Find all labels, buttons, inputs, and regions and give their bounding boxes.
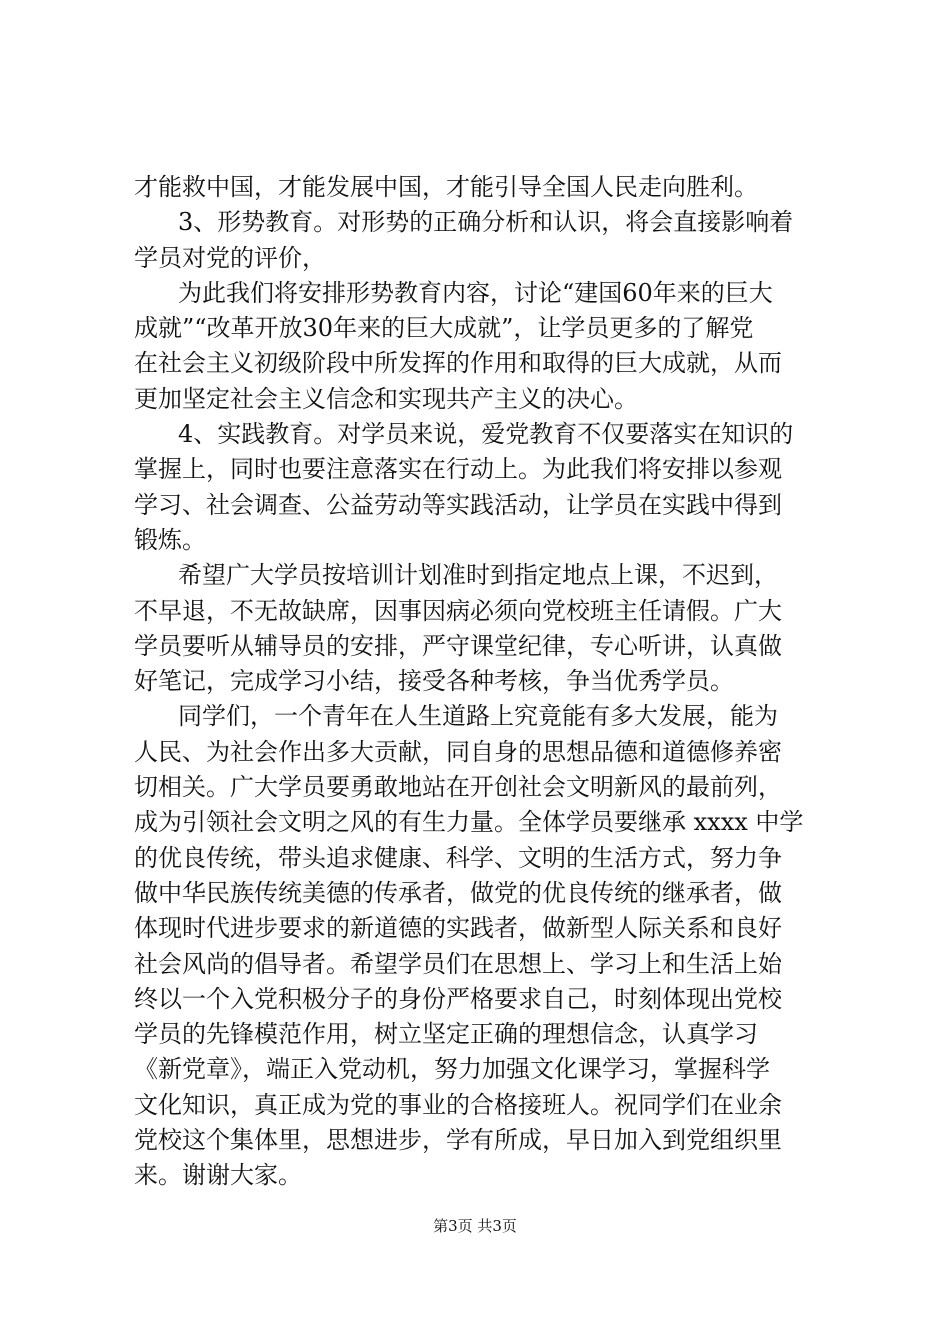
text-line: 文化知识，真正成为党的事业的合格接班人。祝同学们在业余 <box>134 1090 782 1119</box>
text-line: 才能救中国，才能发展中国，才能引导全国人民走向胜利。 <box>134 173 758 201</box>
text-line: 成就”“改革开放30年来的巨大成就”，让学员更多的了解党 <box>134 314 754 343</box>
text-line: 4、实践教育。对学员来说，爱党教育不仅要落实在知识的 <box>178 420 794 449</box>
text-line: 掌握上，同时也要注意落实在行动上。为此我们将安排以参观 <box>134 455 782 484</box>
text-line: 人民、为社会作出多大贡献，同自身的思想品德和道德修养密 <box>134 737 782 766</box>
document-body <box>134 170 830 1194</box>
text-line: 为此我们将安排形势教育内容，讨论“建国60年来的巨大 <box>178 278 773 307</box>
text-line: 的优良传统，带头追求健康、科学、文明的生活方式，努力争 <box>134 843 782 872</box>
text-line: 社会风尚的倡导者。希望学员们在思想上、学习上和生活上始 <box>134 949 782 978</box>
text-line: 同学们，一个青年在人生道路上究竟能有多大发展，能为 <box>178 702 778 731</box>
text-line: 好笔记，完成学习小结，接受各种考核，争当优秀学员。 <box>134 667 734 696</box>
page-footer: 第3页 共3页 <box>433 1217 517 1235</box>
text-line: 切相关。广大学员要勇敢地站在开创社会文明新风的最前列， <box>134 773 782 802</box>
text-line: 终以一个入党积极分子的身份严格要求自己，时刻体现出党校 <box>134 984 782 1013</box>
text-line: 锻炼。 <box>134 525 206 554</box>
text-line: 学员对党的评价， <box>134 243 326 272</box>
text-line: 党校这个集体里，思想进步，学有所成，早日加入到党组织里 <box>134 1126 782 1155</box>
text-line: 更加坚定社会主义信念和实现共产主义的决心。 <box>134 384 638 413</box>
text-line: 来。谢谢大家。 <box>134 1161 302 1190</box>
text-line: 学习、社会调查、公益劳动等实践活动，让学员在实践中得到 <box>134 490 782 519</box>
text-line: 3、形势教育。对形势的正确分析和认识，将会直接影响着 <box>178 208 794 237</box>
text-line: 希望广大学员按培训计划准时到指定地点上课，不迟到， <box>178 561 778 590</box>
text-line: 学员要听从辅导员的安排，严守课堂纪律，专心听讲，认真做 <box>134 631 782 660</box>
text-line: 成为引领社会文明之风的有生力量。全体学员要继承 xxxx 中学 <box>134 808 804 837</box>
text-line: 学员的先锋模范作用，树立坚定正确的理想信念，认真学习 <box>134 1020 758 1049</box>
text-line: 做中华民族传统美德的传承者，做党的优良传统的继承者，做 <box>134 878 782 907</box>
text-line: 在社会主义初级阶段中所发挥的作用和取得的巨大成就，从而 <box>134 349 782 378</box>
text-line: 不早退，不无故缺席，因事因病必须向党校班主任请假。广大 <box>134 596 782 625</box>
text-line: 《新党章》，端正入党动机，努力加强文化课学习，掌握科学 <box>134 1055 770 1084</box>
text-line: 体现时代进步要求的新道德的实践者，做新型人际关系和良好 <box>134 914 782 943</box>
